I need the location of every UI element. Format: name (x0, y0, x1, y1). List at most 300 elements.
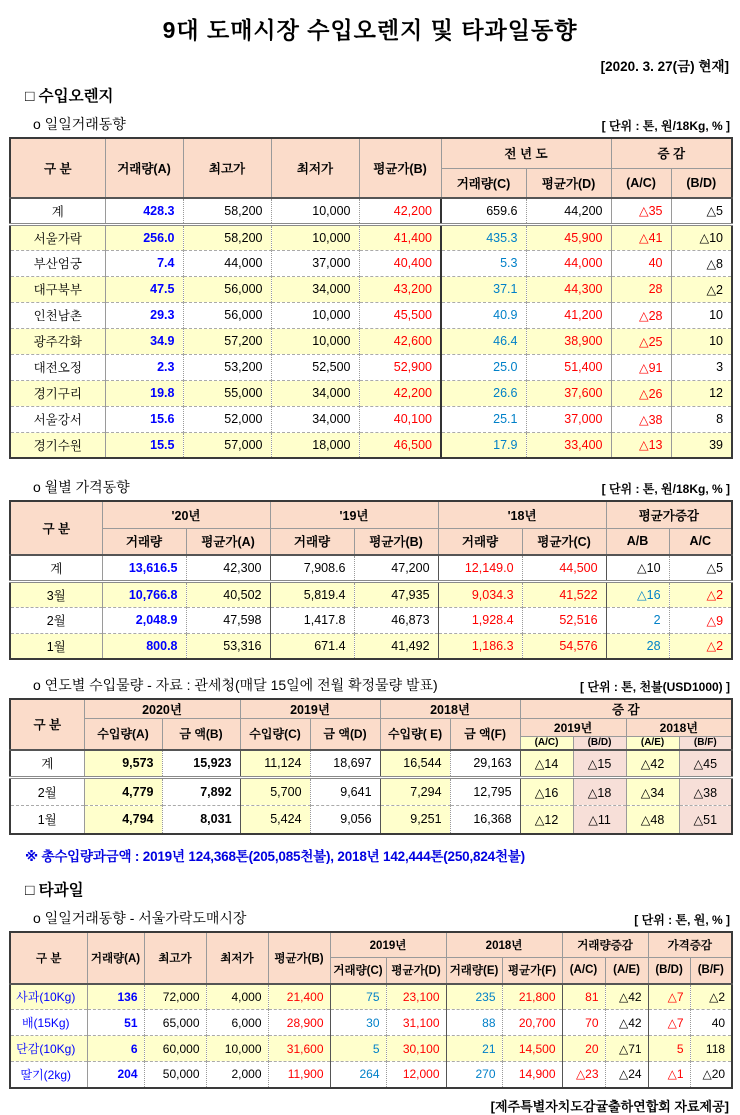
table-row (10, 806, 732, 834)
table-cell: 53,200 (183, 354, 271, 380)
table-cell: 3 (671, 354, 732, 380)
group-change-2019: 2019년 (520, 719, 626, 737)
page-title: 9대 도매시장 수입오렌지 및 타과일동향 (162, 17, 578, 43)
group-change: 증 감 (520, 699, 732, 719)
table-cell: 40 (611, 250, 671, 276)
table-cell: 53,316 (186, 633, 270, 659)
table-row (10, 432, 732, 458)
table-cell: 40,502 (186, 581, 270, 607)
table-cell: 1월 (10, 633, 102, 659)
table-cell: 56,000 (183, 302, 271, 328)
table-cell: 52,500 (271, 354, 359, 380)
table-cell: 17.9 (441, 432, 526, 458)
table-cell: △34 (626, 778, 679, 806)
table-cell: 26.6 (441, 380, 526, 406)
col-avg-price-b: 평균가(B) (359, 138, 441, 198)
table-cell: 2월 (10, 778, 84, 806)
table-cell: 16,544 (380, 750, 450, 778)
table-cell: 9,251 (380, 806, 450, 834)
table-cell: 42,200 (359, 380, 441, 406)
total-import-note: ※ 총수입량과금액 : 2019년 124,368톤(205,085천불), 2018년 142,444톤(250,824천불) (25, 848, 525, 864)
table-cell: 41,200 (526, 302, 611, 328)
table-row (10, 581, 732, 607)
table-cell: 9,573 (84, 750, 162, 778)
as-of-date: [2020. 3. 27(금) 현재] (600, 59, 729, 74)
col-change-bd: (B/D) (648, 958, 690, 984)
table-cell: 2,000 (206, 1062, 268, 1088)
table-cell: 46,873 (354, 607, 438, 633)
table-cell: 45,900 (526, 224, 611, 250)
table-cell: 25.1 (441, 406, 526, 432)
col-avg-c: 평균가(C) (522, 528, 606, 555)
table-cell: 41,522 (522, 581, 606, 607)
group-year-2019: 2019년 (240, 699, 380, 719)
table-cell: 52,900 (359, 354, 441, 380)
table-cell: 800.8 (102, 633, 186, 659)
header-row (10, 932, 732, 958)
table-row (10, 607, 732, 633)
table-cell: 10 (671, 328, 732, 354)
col-avg-a: 평균가(A) (186, 528, 270, 555)
table-cell: 9,056 (310, 806, 380, 834)
table-cell: △48 (626, 806, 679, 834)
table-row (10, 633, 732, 659)
table-cell: 31,600 (268, 1036, 330, 1062)
header-row (10, 528, 732, 555)
group-year-2018: 2018년 (446, 932, 562, 958)
table-cell: 12,795 (450, 778, 520, 806)
table-cell: 10,000 (271, 224, 359, 250)
group-change-2018: 2018년 (626, 719, 732, 737)
table-cell: △13 (611, 432, 671, 458)
yearly-heading-row (33, 675, 730, 695)
col-volume-c: 거래량(C) (330, 958, 386, 984)
col-volume-a: 거래량(A) (87, 932, 144, 984)
table-cell: 7,892 (162, 778, 240, 806)
monthly-heading-row (33, 477, 730, 497)
col-import-a: 수입량(A) (84, 719, 162, 750)
table-cell: 30 (330, 1010, 386, 1036)
table-cell: 21 (446, 1036, 502, 1062)
table-row (10, 328, 732, 354)
table-cell: 28 (606, 633, 669, 659)
table-row (10, 1036, 732, 1062)
fruit-table-heading: o 일일거래동향 - 서울가락도매시장 (33, 909, 247, 926)
col-change-ae: (A/E) (605, 958, 648, 984)
table-cell: 29.3 (105, 302, 183, 328)
monthly-table-heading: o 월별 가격동향 (33, 479, 130, 495)
table-row (10, 224, 732, 250)
table-cell: 19.8 (105, 380, 183, 406)
fruit-unit-label: [ 단위 : 톤, 원, % ] (634, 912, 730, 927)
table-cell: △2 (690, 984, 732, 1010)
table-cell: 40.9 (441, 302, 526, 328)
group-year-20: '20년 (102, 501, 270, 528)
yearly-unit-label: [ 단위 : 톤, 천불(USD1000) ] (580, 680, 730, 694)
table-cell: 47,935 (354, 581, 438, 607)
table-cell: 부산엄궁 (10, 250, 105, 276)
table-cell: 44,500 (522, 555, 606, 581)
table-cell: 10,000 (271, 328, 359, 354)
table-cell: 31,100 (386, 1010, 446, 1036)
table-cell: 계 (10, 750, 84, 778)
table-cell: 44,300 (526, 276, 611, 302)
table-cell: △2 (669, 581, 732, 607)
table-cell: 4,794 (84, 806, 162, 834)
table-cell: 37,000 (526, 406, 611, 432)
table-cell: 65,000 (144, 1010, 206, 1036)
col-avg-price-d: 평균가(D) (526, 168, 611, 198)
table-cell: △24 (605, 1062, 648, 1088)
table-cell: 14,500 (502, 1036, 562, 1062)
table-cell: 14,900 (502, 1062, 562, 1088)
table-cell: 37,000 (271, 250, 359, 276)
yearly-import-table (9, 698, 733, 835)
table-cell: 34.9 (105, 328, 183, 354)
col-change-ac: (A/C) (520, 737, 573, 750)
col-import-c: 수입량(C) (240, 719, 310, 750)
table-cell: 38,900 (526, 328, 611, 354)
table-cell: 34,000 (271, 276, 359, 302)
table-cell: 18,697 (310, 750, 380, 778)
table-row (10, 1062, 732, 1088)
table-cell: △12 (520, 806, 573, 834)
col-amount-b: 금 액(B) (162, 719, 240, 750)
table-cell: 1,186.3 (438, 633, 522, 659)
monthly-price-table (9, 500, 733, 660)
group-change: 증 감 (611, 138, 732, 168)
group-price-change: 가격증감 (648, 932, 732, 958)
table-cell: 7.4 (105, 250, 183, 276)
table-cell: 9,641 (310, 778, 380, 806)
table-cell: 6 (87, 1036, 144, 1062)
monthly-unit-label: [ 단위 : 톤, 원/18Kg, % ] (601, 482, 730, 496)
table-cell: △16 (520, 778, 573, 806)
table-cell: △45 (679, 750, 732, 778)
table-row (10, 778, 732, 806)
table-cell: △41 (611, 224, 671, 250)
table-row (10, 380, 732, 406)
table-cell: 60,000 (144, 1036, 206, 1062)
table-cell: 43,200 (359, 276, 441, 302)
table-cell: 딸기(2kg) (10, 1062, 87, 1088)
table-cell: 5.3 (441, 250, 526, 276)
table-row (10, 302, 732, 328)
col-change-ae: (A/E) (626, 737, 679, 750)
table-cell: 45,500 (359, 302, 441, 328)
table-cell: 44,200 (526, 198, 611, 224)
table-cell: 12,000 (386, 1062, 446, 1088)
table-cell: 34,000 (271, 380, 359, 406)
section-heading-orange: □ 수입오렌지 (25, 88, 114, 105)
yearly-table-heading: o 연도별 수입물량 - 자료 : 관세청(매달 15일에 전월 확정물량 발표) (33, 677, 438, 693)
table-cell: 20 (562, 1036, 605, 1062)
table-cell: 42,300 (186, 555, 270, 581)
header-row (10, 138, 732, 168)
table-cell: 10,000 (271, 302, 359, 328)
table-cell: 광주각화 (10, 328, 105, 354)
table-cell: △42 (605, 984, 648, 1010)
table-cell: 54,576 (522, 633, 606, 659)
col-change-ac: A/C (669, 528, 732, 555)
table-cell: 10,000 (271, 198, 359, 224)
table-cell: 10,000 (206, 1036, 268, 1062)
table-cell: 57,200 (183, 328, 271, 354)
group-year-19: '19년 (270, 501, 438, 528)
table-cell: 118 (690, 1036, 732, 1062)
table-cell: 55,000 (183, 380, 271, 406)
table-cell: △7 (648, 1010, 690, 1036)
table-cell: 20,700 (502, 1010, 562, 1036)
table-cell: △42 (626, 750, 679, 778)
table-cell: 2 (606, 607, 669, 633)
group-year-2018: 2018년 (380, 699, 520, 719)
table-cell: 235 (446, 984, 502, 1010)
table-cell: △20 (690, 1062, 732, 1088)
table-cell: 15.5 (105, 432, 183, 458)
fruit-heading-row (33, 908, 730, 928)
table-cell: 대전오정 (10, 354, 105, 380)
table-cell: 배(15Kg) (10, 1010, 87, 1036)
table-cell: 사과(10Kg) (16, 990, 76, 1005)
table-cell: △8 (671, 250, 732, 276)
table-cell: 23,100 (386, 984, 446, 1010)
table-cell: 44,000 (526, 250, 611, 276)
table-cell: 46,500 (359, 432, 441, 458)
table-cell: 15,923 (162, 750, 240, 778)
fruit-daily-table (9, 931, 733, 1089)
table-cell: △38 (679, 778, 732, 806)
table-cell: △10 (671, 224, 732, 250)
table-cell: 52,516 (522, 607, 606, 633)
table-cell: 72,000 (144, 984, 206, 1010)
table-cell: △5 (669, 555, 732, 581)
table-row (10, 406, 732, 432)
col-high-price: 최고가 (144, 932, 206, 984)
col-volume: 거래량 (102, 528, 186, 555)
table-cell: 28 (611, 276, 671, 302)
table-row (10, 354, 732, 380)
table-cell: 42,600 (359, 328, 441, 354)
table-cell: △16 (606, 581, 669, 607)
table-cell: 10,766.8 (102, 581, 186, 607)
table-cell: 21,800 (502, 984, 562, 1010)
table-cell: 8 (671, 406, 732, 432)
table-cell: 12,149.0 (438, 555, 522, 581)
table-cell: △91 (611, 354, 671, 380)
col-gubun: 구 분 (10, 699, 84, 750)
table-cell: △35 (611, 198, 671, 224)
table-cell: 21,400 (268, 984, 330, 1010)
table-cell: 47,598 (186, 607, 270, 633)
table-cell: 37,600 (526, 380, 611, 406)
table-cell: 40,100 (359, 406, 441, 432)
table-cell: 44,000 (183, 250, 271, 276)
table-cell: △5 (671, 198, 732, 224)
table-cell: 41,400 (359, 224, 441, 250)
header-row (10, 501, 732, 528)
group-avg-change: 평균가증감 (606, 501, 732, 528)
group-year-2019: 2019년 (330, 932, 446, 958)
table-cell: 30,100 (386, 1036, 446, 1062)
table-cell: 671.4 (270, 633, 354, 659)
table-cell: △7 (648, 984, 690, 1010)
daily-heading-row (33, 114, 730, 134)
table-cell: △28 (611, 302, 671, 328)
col-change-bd: (B/D) (671, 168, 732, 198)
table-cell: 4,779 (84, 778, 162, 806)
table-cell: 81 (562, 984, 605, 1010)
table-cell: 서울가락 (10, 224, 105, 250)
table-row (10, 250, 732, 276)
table-cell: 29,163 (450, 750, 520, 778)
table-cell: 2.3 (105, 354, 183, 380)
table-cell: 270 (446, 1062, 502, 1088)
daily-trade-table (9, 137, 733, 459)
table-cell: 46.4 (441, 328, 526, 354)
table-cell: △2 (671, 276, 732, 302)
group-year-18: '18년 (438, 501, 606, 528)
table-cell: △42 (605, 1010, 648, 1036)
table-cell: 1,417.8 (270, 607, 354, 633)
table-cell: 1,928.4 (438, 607, 522, 633)
daily-unit-label: [ 단위 : 톤, 원/18Kg, % ] (601, 119, 730, 133)
col-avg-b: 평균가(B) (354, 528, 438, 555)
table-cell: △9 (669, 607, 732, 633)
table-cell: 5,424 (240, 806, 310, 834)
daily-table-heading: o 일일거래동향 (33, 116, 126, 132)
table-cell: 경기구리 (10, 380, 105, 406)
table-cell: 57,000 (183, 432, 271, 458)
table-row (10, 1010, 732, 1036)
col-amount-f: 금 액(F) (450, 719, 520, 750)
table-cell: 34,000 (271, 406, 359, 432)
table-cell: 75 (330, 984, 386, 1010)
section-heading-fruit: □ 타과일 (25, 881, 84, 899)
table-cell: 12 (671, 380, 732, 406)
col-gubun: 구 분 (10, 932, 87, 984)
table-cell: 136 (87, 984, 144, 1010)
table-cell: 계 (10, 555, 102, 581)
table-cell: 16,368 (450, 806, 520, 834)
table-cell: 9,034.3 (438, 581, 522, 607)
table-cell: 5 (648, 1036, 690, 1062)
table-cell: △1 (648, 1062, 690, 1088)
table-cell: △10 (606, 555, 669, 581)
table-row (10, 750, 732, 778)
col-high-price: 최고가 (183, 138, 271, 198)
col-volume-e: 거래량(E) (446, 958, 502, 984)
table-cell: 659.6 (441, 198, 526, 224)
group-year-2020: 2020년 (84, 699, 240, 719)
col-change-ab: A/B (606, 528, 669, 555)
col-gubun: 구 분 (10, 501, 102, 555)
table-cell: △2 (669, 633, 732, 659)
table-cell: 인천남촌 (10, 302, 105, 328)
table-cell: 42,200 (359, 198, 441, 224)
table-cell: 3월 (10, 581, 102, 607)
header-row (10, 699, 732, 719)
table-cell: 40 (690, 1010, 732, 1036)
table-cell: 33,400 (526, 432, 611, 458)
table-cell: 5,700 (240, 778, 310, 806)
table-cell: 435.3 (441, 224, 526, 250)
table-cell: △51 (679, 806, 732, 834)
table-cell: △25 (611, 328, 671, 354)
col-avg-price-b: 평균가(B) (268, 932, 330, 984)
table-cell: 70 (562, 1010, 605, 1036)
table-cell: 2월 (10, 607, 102, 633)
table-row (10, 276, 732, 302)
col-import-e: 수입량( E) (380, 719, 450, 750)
col-volume: 거래량 (438, 528, 522, 555)
col-low-price: 최저가 (271, 138, 359, 198)
col-avg-f: 평균가(F) (502, 958, 562, 984)
table-cell: 11,124 (240, 750, 310, 778)
table-cell: 대구북부 (10, 276, 105, 302)
col-change-ac: (A/C) (611, 168, 671, 198)
table-cell: 7,908.6 (270, 555, 354, 581)
table-cell: 4,000 (206, 984, 268, 1010)
table-cell: 51 (87, 1010, 144, 1036)
table-cell: △71 (605, 1036, 648, 1062)
source-footer: [제주특별자치도감귤출하연합회 자료제공] (490, 1098, 729, 1114)
col-change-bf: (B/F) (679, 737, 732, 750)
table-cell: 428.3 (105, 198, 183, 224)
table-cell: 37.1 (441, 276, 526, 302)
table-cell: 52,000 (183, 406, 271, 432)
table-cell: 11,900 (268, 1062, 330, 1088)
table-cell: 56,000 (183, 276, 271, 302)
table-cell: 47.5 (105, 276, 183, 302)
header-row (10, 719, 732, 737)
table-cell: 13,616.5 (102, 555, 186, 581)
table-cell: △18 (573, 778, 626, 806)
table-cell: 88 (446, 1010, 502, 1036)
table-row (10, 555, 732, 581)
table-cell: △11 (573, 806, 626, 834)
table-cell: 1월 (10, 806, 84, 834)
table-cell: 204 (87, 1062, 144, 1088)
table-cell: 단감(10Kg) (10, 1036, 87, 1062)
table-cell: 58,200 (183, 198, 271, 224)
table-cell: 8,031 (162, 806, 240, 834)
col-change-bf: (B/F) (690, 958, 732, 984)
table-cell: 7,294 (380, 778, 450, 806)
table-row (10, 198, 732, 224)
table-cell: 264 (330, 1062, 386, 1088)
col-volume-c: 거래량(C) (441, 168, 526, 198)
group-prev-year: 전 년 도 (441, 138, 611, 168)
table-cell: 10 (671, 302, 732, 328)
col-volume: 거래량 (270, 528, 354, 555)
table-cell: 2,048.9 (102, 607, 186, 633)
col-change-ac: (A/C) (562, 958, 605, 984)
table-cell: 15.6 (105, 406, 183, 432)
col-gubun: 구 분 (10, 138, 105, 198)
col-change-bd: (B/D) (573, 737, 626, 750)
table-cell: 5 (330, 1036, 386, 1062)
table-cell: △23 (562, 1062, 605, 1088)
table-cell: 51,400 (526, 354, 611, 380)
table-cell: △15 (573, 750, 626, 778)
table-cell: 58,200 (183, 224, 271, 250)
col-low-price: 최저가 (206, 932, 268, 984)
table-cell: 41,492 (354, 633, 438, 659)
table-cell: 경기수원 (10, 432, 105, 458)
table-cell: △14 (520, 750, 573, 778)
table-row (10, 984, 732, 1010)
